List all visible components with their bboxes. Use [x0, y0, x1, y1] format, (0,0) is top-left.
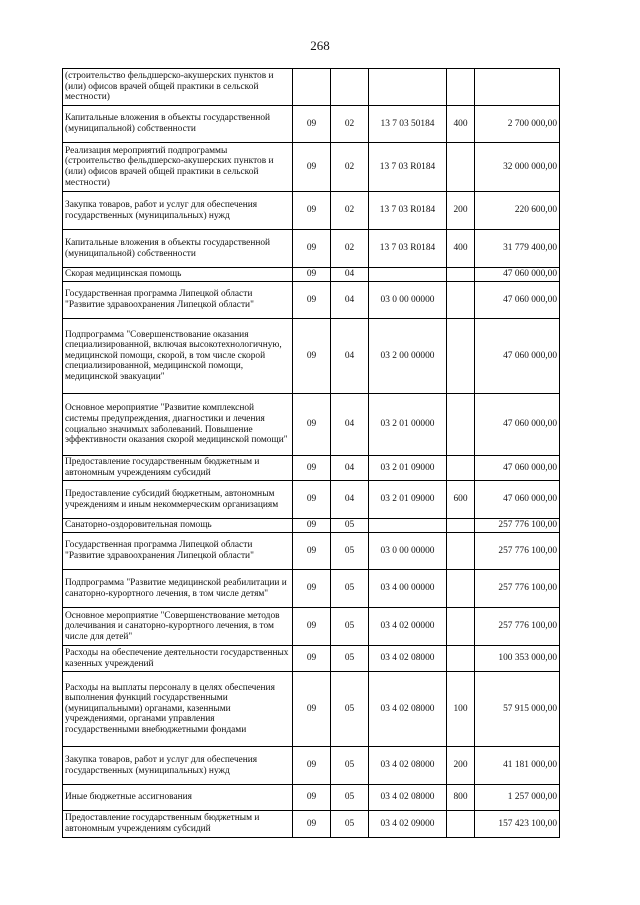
table-row	[63, 456, 560, 481]
row-type: 200	[447, 192, 475, 230]
row-amount: 41 181 000,00	[475, 747, 560, 785]
row-code: 03 4 02 08000	[369, 672, 447, 747]
row-amount: 257 776 100,00	[475, 519, 560, 533]
row-section	[293, 69, 331, 106]
table-row	[63, 519, 560, 533]
row-subsection	[331, 69, 369, 106]
table-row	[63, 608, 560, 646]
row-amount: 2 700 000,00	[475, 106, 560, 143]
row-section: 09	[293, 811, 331, 838]
row-amount: 57 915 000,00	[475, 672, 560, 747]
row-name: Санаторно-оздоровительная помощь	[63, 519, 293, 533]
row-type: 200	[447, 747, 475, 785]
row-section: 09	[293, 533, 331, 570]
row-code: 03 2 00 00000	[369, 319, 447, 394]
table-row	[63, 69, 560, 106]
row-amount: 47 060 000,00	[475, 394, 560, 456]
row-amount: 257 776 100,00	[475, 570, 560, 608]
row-amount: 100 353 000,00	[475, 646, 560, 672]
row-amount: 47 060 000,00	[475, 481, 560, 519]
row-type: 600	[447, 481, 475, 519]
row-type: 800	[447, 785, 475, 811]
row-section: 09	[293, 192, 331, 230]
row-section: 09	[293, 747, 331, 785]
row-name: Расходы на обеспечение деятельности государственных казенных учреждений	[63, 646, 293, 672]
row-name: Иные бюджетные ассигнования	[63, 785, 293, 811]
budget-table-body	[63, 69, 560, 838]
row-type	[447, 646, 475, 672]
row-type	[447, 533, 475, 570]
table-row	[63, 230, 560, 268]
row-subsection: 04	[331, 456, 369, 481]
row-name: Расходы на выплаты персоналу в целях обеспечения выполнения функций государственными (муниципальными) органами, казенными учреждениями, органами управления государственными внебюджетными фондами	[63, 672, 293, 747]
row-name: Капитальные вложения в объекты государственной (муниципальной) собственности	[63, 106, 293, 143]
row-code: 03 4 02 09000	[369, 811, 447, 838]
row-subsection: 05	[331, 672, 369, 747]
row-type: 400	[447, 106, 475, 143]
row-subsection: 05	[331, 785, 369, 811]
row-type	[447, 69, 475, 106]
row-subsection: 05	[331, 533, 369, 570]
table-row	[63, 747, 560, 785]
row-code: 03 2 01 09000	[369, 456, 447, 481]
row-section: 09	[293, 570, 331, 608]
row-amount: 47 060 000,00	[475, 282, 560, 319]
row-code	[369, 268, 447, 282]
row-name: Предоставление государственным бюджетным и автономным учреждениям субсидий	[63, 811, 293, 838]
row-subsection: 02	[331, 106, 369, 143]
row-amount: 47 060 000,00	[475, 456, 560, 481]
row-name: Предоставление субсидий бюджетным, автономным учреждениям и иным некоммерческим организациям	[63, 481, 293, 519]
row-code: 03 2 01 00000	[369, 394, 447, 456]
table-row	[63, 785, 560, 811]
row-section: 09	[293, 394, 331, 456]
row-code: 03 2 01 09000	[369, 481, 447, 519]
row-section: 09	[293, 456, 331, 481]
row-subsection: 05	[331, 747, 369, 785]
row-code: 03 4 02 08000	[369, 747, 447, 785]
page-number: 268	[310, 38, 330, 53]
row-section: 09	[293, 268, 331, 282]
table-row	[63, 192, 560, 230]
row-subsection: 05	[331, 811, 369, 838]
row-code	[369, 519, 447, 533]
row-type	[447, 811, 475, 838]
row-section: 09	[293, 106, 331, 143]
row-section: 09	[293, 672, 331, 747]
row-name: Предоставление государственным бюджетным и автономным учреждениям субсидий	[63, 456, 293, 481]
row-amount: 1 257 000,00	[475, 785, 560, 811]
row-name: Государственная программа Липецкой области "Развитие здравоохранения Липецкой области"	[63, 282, 293, 319]
table-row	[63, 646, 560, 672]
row-code: 13 7 03 R0184	[369, 230, 447, 268]
row-type: 100	[447, 672, 475, 747]
row-type	[447, 608, 475, 646]
table-row	[63, 106, 560, 143]
row-subsection: 02	[331, 143, 369, 192]
row-code: 13 7 03 R0184	[369, 192, 447, 230]
row-type	[447, 456, 475, 481]
row-name: Скорая медицинская помощь	[63, 268, 293, 282]
row-name: Закупка товаров, работ и услуг для обеспечения государственных (муниципальных) нужд	[63, 192, 293, 230]
row-amount: 157 423 100,00	[475, 811, 560, 838]
row-subsection: 05	[331, 608, 369, 646]
row-subsection: 05	[331, 570, 369, 608]
table-row	[63, 672, 560, 747]
budget-table	[62, 68, 560, 838]
table-row	[63, 533, 560, 570]
row-code: 13 7 03 50184	[369, 106, 447, 143]
table-row	[63, 481, 560, 519]
row-section: 09	[293, 230, 331, 268]
row-amount: 257 776 100,00	[475, 608, 560, 646]
row-subsection: 05	[331, 519, 369, 533]
row-amount: 31 779 400,00	[475, 230, 560, 268]
table-row	[63, 282, 560, 319]
row-type: 400	[447, 230, 475, 268]
row-type	[447, 319, 475, 394]
row-name: Реализация мероприятий подпрограммы (строительство фельдшерско-акушерских пунктов и (или) офисов врачей общей практики в сельской местности)	[63, 143, 293, 192]
row-type	[447, 394, 475, 456]
row-code: 03 4 00 00000	[369, 570, 447, 608]
row-name: Капитальные вложения в объекты государственной (муниципальной) собственности	[63, 230, 293, 268]
row-section: 09	[293, 143, 331, 192]
table-row	[63, 268, 560, 282]
row-section: 09	[293, 519, 331, 533]
row-section: 09	[293, 646, 331, 672]
table-row	[63, 394, 560, 456]
row-section: 09	[293, 608, 331, 646]
row-name: Закупка товаров, работ и услуг для обеспечения государственных (муниципальных) нужд	[63, 747, 293, 785]
row-subsection: 04	[331, 282, 369, 319]
row-subsection: 05	[331, 646, 369, 672]
table-row	[63, 811, 560, 838]
row-type	[447, 143, 475, 192]
table-row	[63, 143, 560, 192]
row-section: 09	[293, 282, 331, 319]
row-amount: 32 000 000,00	[475, 143, 560, 192]
row-code: 03 0 00 00000	[369, 533, 447, 570]
row-name: Подпрограмма "Совершенствование оказания специализированной, включая высокотехнологичную, медицинской помощи, скорой, в том числе скорой специализированной, медицинской помощи, медицинской эвакуации"	[63, 319, 293, 394]
row-name: (строительство фельдшерско-акушерских пунктов и (или) офисов врачей общей практики в сельской местности)	[63, 69, 293, 106]
row-code: 03 4 02 08000	[369, 785, 447, 811]
row-section: 09	[293, 785, 331, 811]
row-subsection: 04	[331, 319, 369, 394]
table-row	[63, 319, 560, 394]
row-amount: 47 060 000,00	[475, 319, 560, 394]
row-name: Государственная программа Липецкой области "Развитие здравоохранения Липецкой области"	[63, 533, 293, 570]
row-type	[447, 282, 475, 319]
row-subsection: 04	[331, 481, 369, 519]
row-subsection: 04	[331, 394, 369, 456]
row-subsection: 02	[331, 230, 369, 268]
row-section: 09	[293, 481, 331, 519]
row-name: Основное мероприятие "Развитие комплексной системы предупреждения, диагностики и лечения социально значимых заболеваний. Повышение эффективности оказания скорой медицинской помощи"	[63, 394, 293, 456]
row-type	[447, 570, 475, 608]
row-code: 03 4 02 08000	[369, 646, 447, 672]
row-amount	[475, 69, 560, 106]
row-name: Подпрограмма "Развитие медицинской реабилитации и санаторно-курортного лечения, в том числе детям"	[63, 570, 293, 608]
row-section: 09	[293, 319, 331, 394]
row-name: Основное мероприятие "Совершенствование методов долечивания и санаторно-курортного лечения, в том числе для детей"	[63, 608, 293, 646]
row-subsection: 04	[331, 268, 369, 282]
row-amount: 257 776 100,00	[475, 533, 560, 570]
row-subsection: 02	[331, 192, 369, 230]
row-amount: 220 600,00	[475, 192, 560, 230]
row-code: 03 0 00 00000	[369, 282, 447, 319]
row-amount: 47 060 000,00	[475, 268, 560, 282]
table-row	[63, 570, 560, 608]
row-code: 03 4 02 00000	[369, 608, 447, 646]
row-type	[447, 268, 475, 282]
row-type	[447, 519, 475, 533]
row-code	[369, 69, 447, 106]
row-code: 13 7 03 R0184	[369, 143, 447, 192]
